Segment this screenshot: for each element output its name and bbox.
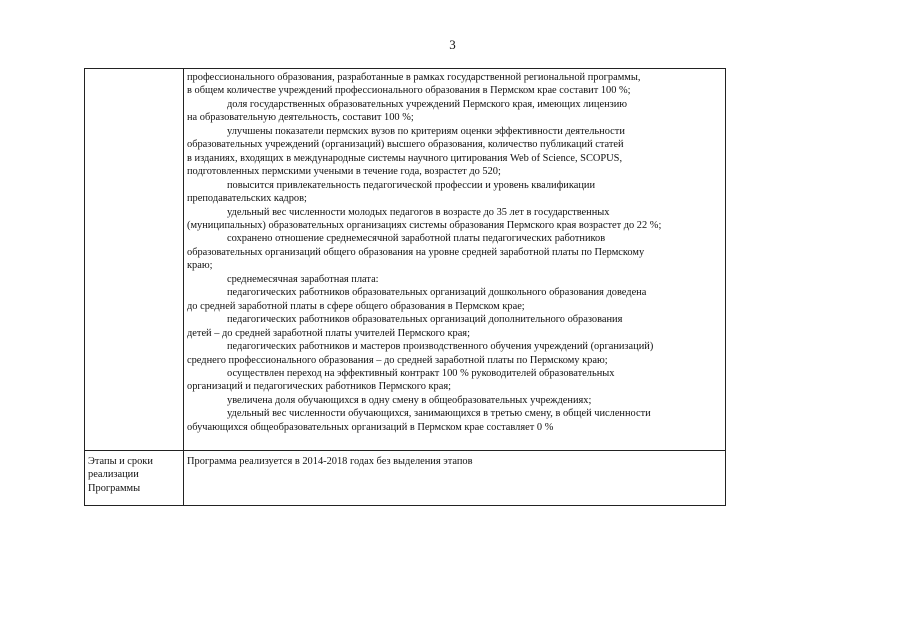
text-line: осуществлен переход на эффективный контракт 100 % руководителей образовательных: [227, 367, 615, 379]
text-line: педагогических работников образовательных организаций дополнительного образования: [227, 314, 623, 326]
stages-label-cell: [85, 451, 184, 506]
goals-label-cell: [85, 69, 184, 451]
text-line: детей – до средней заработной платы учителей Пермского края;: [187, 327, 470, 339]
text-line: в изданиях, входящих в международные системы научного цитирования Web of Science, SCOPUS,: [187, 152, 623, 164]
stages-label-line: реализации: [88, 469, 139, 481]
goals-content-cell: [184, 69, 726, 451]
text-line: удельный вес численности обучающихся, занимающихся в третью смену, в общей численности: [227, 408, 651, 420]
text-line: увеличена доля обучающихся в одну смену в общеобразовательных учреждениях;: [227, 394, 592, 406]
text-line: организаций и педагогических работников Пермского края;: [187, 381, 452, 393]
text-line: на образовательную деятельность, составит 100 %;: [187, 112, 414, 124]
text-line: образовательных организаций общего образования на уровне средней заработной платы по Пермскому: [187, 246, 645, 258]
text-line: до средней заработной платы в сфере общего образования в Пермском крае;: [187, 300, 525, 312]
text-line: (муниципальных) образовательных организациях системы образования Пермского края возрастет до 22 %;: [187, 219, 662, 231]
text-line: профессионального образования, разработанные в рамках государственной региональной программы,: [187, 72, 641, 83]
table-row: [85, 69, 726, 451]
text-line: педагогических работников и мастеров производственного обучения учреждений (организаций): [227, 341, 654, 353]
stages-label-line: Этапы и сроки: [88, 456, 153, 467]
text-line: удельный вес численности молодых педагогов в возрасте до 35 лет в государственных: [227, 206, 610, 218]
table-row: [85, 451, 726, 506]
text-line: обучающихся общеобразовательных организаций в Пермском крае составляет 0 %: [187, 421, 554, 433]
text-line: доля государственных образовательных учреждений Пермского края, имеющих лицензию: [227, 98, 628, 110]
text-line: подготовленных пермскими учеными в течение года, возрастет до 520;: [187, 166, 501, 178]
text-line: преподавательских кадров;: [187, 193, 307, 205]
program-passport-table: [84, 68, 726, 506]
page-number: 3: [449, 37, 456, 52]
text-line: краю;: [187, 260, 213, 272]
text-line: сохранено отношение среднемесячной заработной платы педагогических работников: [227, 233, 606, 245]
text-line: среднемесячная заработная плата:: [227, 273, 379, 285]
text-line: образовательных учреждений (организаций) высшего образования, количество публикаций статей: [187, 139, 624, 151]
text-line: повысится привлекательность педагогической профессии и уровень квалификации: [227, 179, 596, 191]
stages-content-cell: Программа реализуется в 2014-2018 годах без выделения этапов: [184, 451, 726, 506]
text-line: в общем количестве учреждений профессионального образования в Пермском крае составит 100 %;: [187, 85, 631, 97]
stages-label-line: Программы: [88, 482, 141, 494]
text-line: среднего профессионального образования – до средней заработной платы по Пермскому краю;: [187, 354, 608, 366]
goals-text: [187, 71, 723, 434]
text-line: улучшены показатели пермских вузов по критериям оценки эффективности деятельности: [227, 125, 625, 137]
text-line: педагогических работников образовательных организаций дошкольного образования доведена: [227, 287, 647, 299]
